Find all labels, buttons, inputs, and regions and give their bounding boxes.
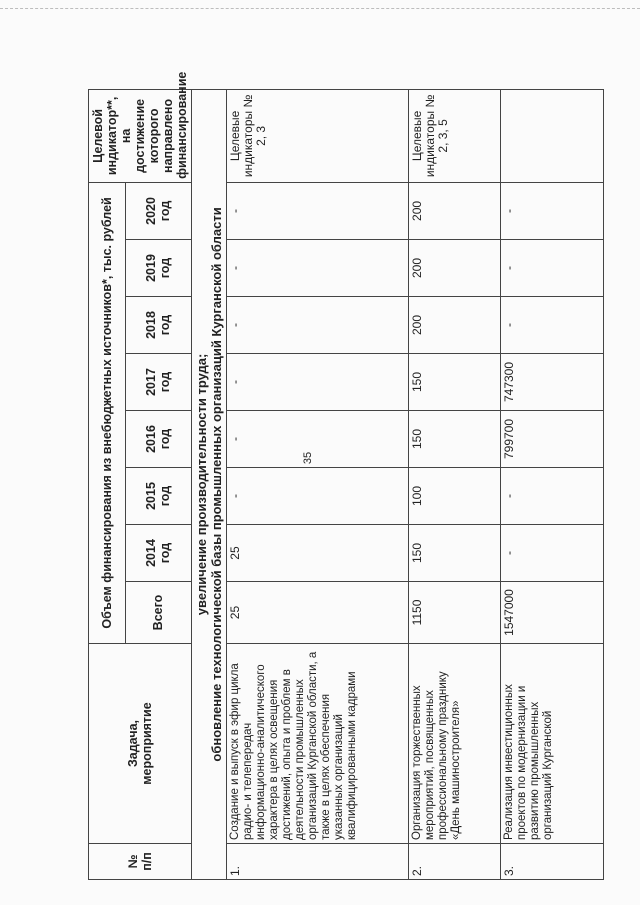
row-value: - bbox=[501, 240, 604, 297]
page-number: 35 bbox=[302, 451, 315, 465]
row-value: 200 bbox=[409, 297, 501, 354]
row-num: 3. bbox=[501, 844, 604, 880]
row-value: 150 bbox=[409, 411, 501, 468]
table-row bbox=[227, 89, 409, 879]
header-year: 2016 год bbox=[125, 411, 191, 468]
row-value: - bbox=[501, 182, 604, 239]
header-year: 2014 год bbox=[125, 525, 191, 582]
row-num: 1. bbox=[227, 844, 409, 880]
row-value: - bbox=[501, 525, 604, 582]
row-indicator bbox=[501, 89, 604, 182]
header-funding: Объем финансирования из внебюджетных источников*, тыс. рублей bbox=[89, 182, 126, 643]
row-value: 799700 bbox=[501, 411, 604, 468]
row-value: 150 bbox=[409, 354, 501, 411]
row-value: - bbox=[501, 297, 604, 354]
row-value: - bbox=[227, 240, 409, 297]
row-value: - bbox=[227, 354, 409, 411]
row-value: - bbox=[227, 468, 409, 525]
row-indicator: Целевые индикаторы № 2, 3, 5 bbox=[409, 89, 501, 182]
section-heading bbox=[192, 89, 227, 879]
header-num: № п/п bbox=[89, 844, 192, 880]
table-row bbox=[501, 89, 604, 879]
header-year: 2015 год bbox=[125, 468, 191, 525]
row-total: 1150 bbox=[409, 582, 501, 644]
row-value: 200 bbox=[409, 240, 501, 297]
row-total: 1547000 bbox=[501, 582, 604, 644]
row-task: Создание и выпуск в эфир цикла радио- и телепередач информационно-аналитического характера в целях освещения достижений, опыта и проблем в деятельности промышленных организаций Курганской области, а также в целях обеспечения указанных организаций квалифицированными кадрами bbox=[227, 644, 409, 844]
row-value: - bbox=[227, 411, 409, 468]
rotated-table-wrapper bbox=[88, 71, 583, 880]
header-year: 2019 год bbox=[125, 240, 191, 297]
row-total: 25 bbox=[227, 582, 409, 644]
section-line-2: обновление технологической базы промышленных организаций Курганской области bbox=[209, 207, 224, 762]
table-row bbox=[409, 89, 501, 879]
header-year: 2018 год bbox=[125, 297, 191, 354]
row-value: 747300 bbox=[501, 354, 604, 411]
row-task: Организация торжественных мероприятий, посвященных профессиональному празднику «День машиностроителя» bbox=[409, 644, 501, 844]
header-task: Задача, мероприятие bbox=[89, 644, 192, 844]
row-value: 25 bbox=[227, 525, 409, 582]
row-value: - bbox=[227, 297, 409, 354]
scan-edge-line bbox=[0, 8, 640, 9]
row-value: 100 bbox=[409, 468, 501, 525]
row-value: - bbox=[501, 468, 604, 525]
header-year: 2017 год bbox=[125, 354, 191, 411]
row-task: Реализация инвестиционных проектов по модернизации и развитию промышленных организаций Курганской bbox=[501, 644, 604, 844]
section-line-1: увеличение производительности труда; bbox=[194, 353, 209, 616]
row-value: - bbox=[227, 182, 409, 239]
funding-table bbox=[88, 71, 604, 880]
row-num: 2. bbox=[409, 844, 501, 880]
header-total: Всего bbox=[125, 582, 191, 644]
row-value: 150 bbox=[409, 525, 501, 582]
header-year: 2020 год bbox=[125, 182, 191, 239]
header-indicator: Целевой индикатор**, на достижение которого направлено финансирование bbox=[89, 89, 192, 182]
row-value: 200 bbox=[409, 182, 501, 239]
row-indicator: Целевые индикаторы № 2, 3 bbox=[227, 89, 409, 182]
